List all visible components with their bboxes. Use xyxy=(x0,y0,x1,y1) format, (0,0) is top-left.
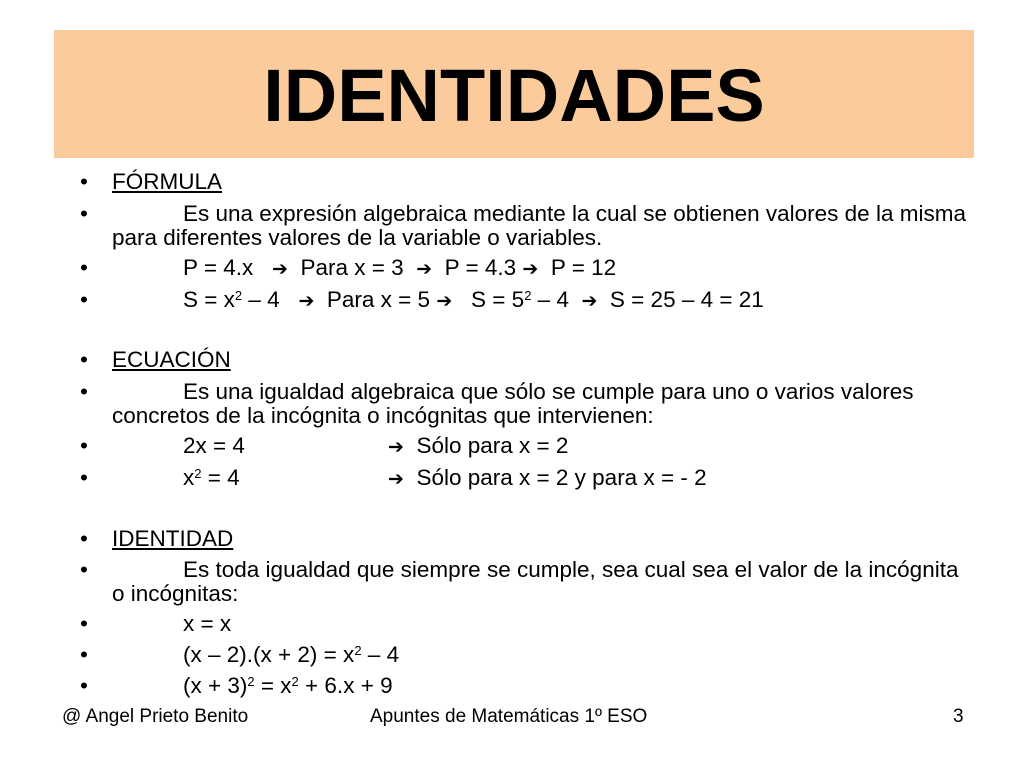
exponent: 2 xyxy=(291,674,299,689)
formula-heading: FÓRMULA xyxy=(112,169,223,194)
arrow-icon: ➔ xyxy=(436,290,453,312)
page-number: 3 xyxy=(953,706,964,727)
arrow-icon: ➔ xyxy=(388,468,404,490)
ecuacion-example-1-solution: Sólo para x = 2 xyxy=(416,433,569,458)
bullet: • xyxy=(80,169,88,194)
identidad-example-3-base: (x + 3) xyxy=(183,673,248,698)
identidad-example-2-text xyxy=(183,643,399,667)
formula-definition: Es una expresión algebraica mediante la cual se obtienen valores de la misma para diferentes valores de la variable o variables. xyxy=(112,201,966,250)
arrow-icon: ➔ xyxy=(272,258,288,280)
footer-course: Apuntes de Matemáticas 1º ESO xyxy=(370,706,648,727)
bullet: • xyxy=(80,201,88,226)
identidad-example-1-text: x = x xyxy=(183,611,232,636)
identidad-example-3-text xyxy=(183,674,393,698)
ecuacion-example-2-left xyxy=(183,466,240,490)
arrow-icon: ➔ xyxy=(298,290,315,312)
footer-author: @ Angel Prieto Benito xyxy=(62,706,249,727)
formula-example-2-result: S = 25 – 4 = 21 xyxy=(609,287,764,312)
bullet: • xyxy=(80,379,88,404)
bullet: • xyxy=(80,673,88,698)
bullet: • xyxy=(80,526,88,551)
identidad-example-3-mid: = x xyxy=(254,673,292,698)
exponent: 2 xyxy=(354,643,362,658)
exponent: 2 xyxy=(234,288,243,303)
identidad-example-3-rest: + 6.x + 9 xyxy=(298,673,393,698)
exponent: 2 xyxy=(524,288,532,303)
identidad-example-2-rest: – 4 xyxy=(361,642,400,667)
bullet: • xyxy=(80,287,88,312)
slide-title: IDENTIDADES xyxy=(263,54,765,137)
ecuacion-heading: ECUACIÓN xyxy=(112,347,231,372)
formula-example-1-expr: P = 4.x xyxy=(183,255,254,280)
title-banner xyxy=(54,30,974,158)
ecuacion-example-2-right xyxy=(388,466,707,491)
arrow-icon: ➔ xyxy=(581,290,598,312)
ecuacion-definition: Es una igualdad algebraica que sólo se cumple para uno o varios valores concretos de la incógnita o incógnitas que intervienen: xyxy=(112,379,914,428)
identidad-definition: Es toda igualdad que siempre se cumple, sea cual sea el valor de la incógnita o incógnitas: xyxy=(112,557,959,606)
ecuacion-example-1-right xyxy=(388,434,568,459)
formula-example-2-expr-base: S = x xyxy=(183,287,235,312)
formula-example-1-cond: Para x = 3 xyxy=(300,255,404,280)
bullet: • xyxy=(80,611,88,636)
slide-footer xyxy=(0,706,1024,730)
ecuacion-example-2-rest: = 4 xyxy=(201,465,240,490)
formula-example-2-expr-rest: – 4 xyxy=(242,287,280,312)
arrow-icon: ➔ xyxy=(388,436,404,458)
bullet: • xyxy=(80,557,88,582)
formula-example-1-result: P = 12 xyxy=(550,255,617,280)
ecuacion-example-2-base: x xyxy=(183,465,195,490)
formula-example-2-cond: Para x = 5 xyxy=(326,287,431,312)
exponent: 2 xyxy=(247,674,255,689)
formula-definition-item xyxy=(80,201,966,250)
formula-example-2-text xyxy=(183,288,764,313)
formula-example-2-sub-rest: – 4 xyxy=(531,287,569,312)
exponent: 2 xyxy=(194,466,202,481)
formula-example-1-text xyxy=(183,256,616,281)
bullet: • xyxy=(80,433,88,458)
formula-example-1-sub: P = 4.3 xyxy=(444,255,517,280)
ecuacion-definition-item xyxy=(80,380,960,428)
arrow-icon: ➔ xyxy=(522,258,539,280)
ecuacion-example-2-solution: Sólo para x = 2 y para x = - 2 xyxy=(416,465,707,490)
identidad-example-2-base: (x – 2).(x + 2) = x xyxy=(183,642,355,667)
ecuacion-example-1-left: 2x = 4 xyxy=(183,433,245,458)
bullet: • xyxy=(80,642,88,667)
arrow-icon: ➔ xyxy=(416,258,433,280)
bullet: • xyxy=(80,255,88,280)
formula-example-2-sub-base: S = 5 xyxy=(471,287,525,312)
bullet: • xyxy=(80,347,88,372)
identidad-definition-item xyxy=(80,558,960,606)
bullet: • xyxy=(80,465,88,490)
identidad-heading: IDENTIDAD xyxy=(112,526,234,551)
